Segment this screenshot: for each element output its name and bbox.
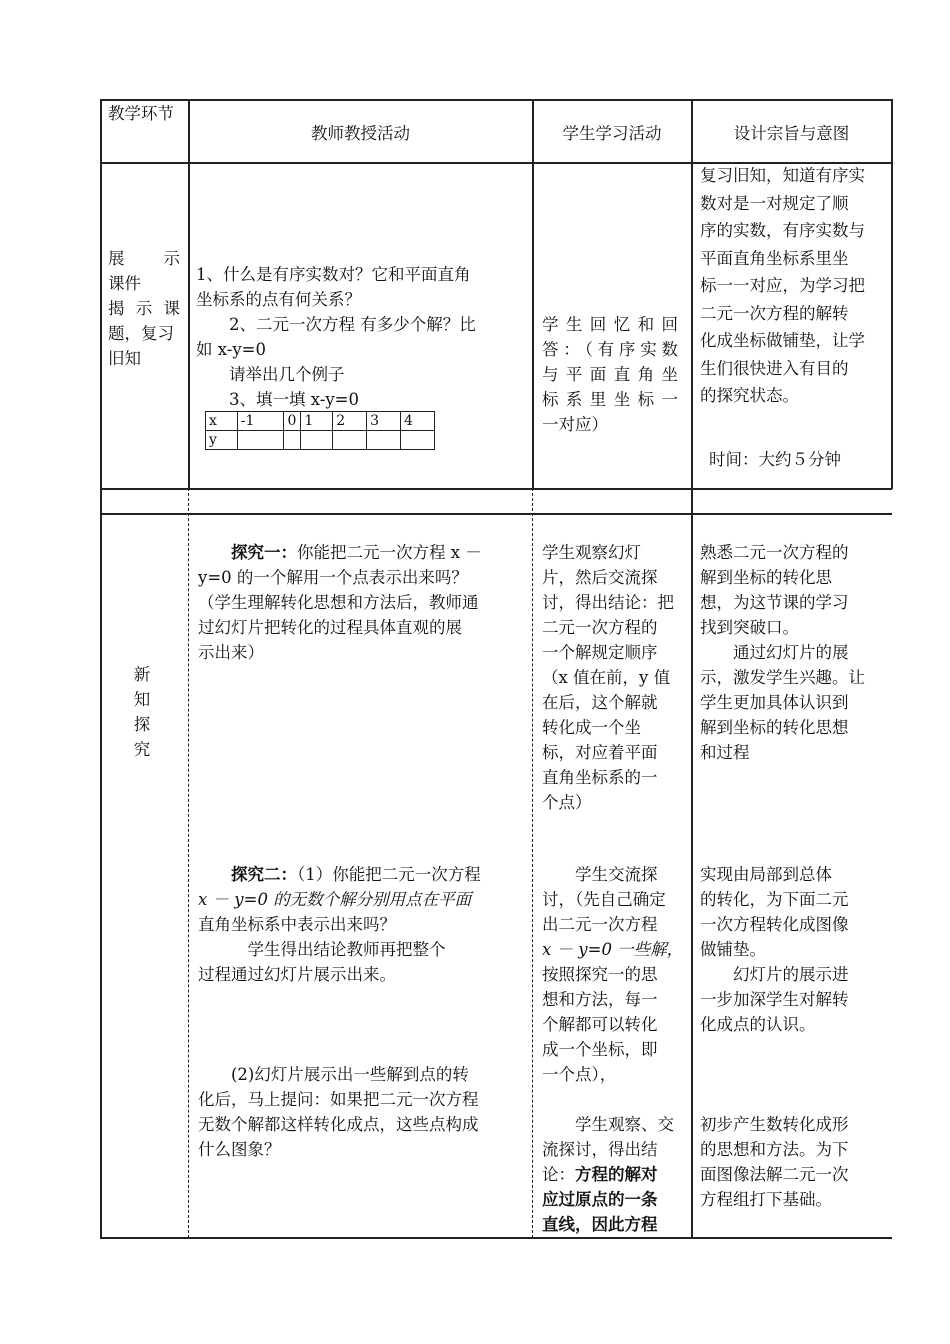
explore2-line: （1）你能把二元一次方程: [297, 865, 481, 884]
intent2-line: 一步加深学生对解转: [700, 990, 849, 1009]
dashed-line-row1-bottom: [189, 488, 532, 489]
student2-line: 出二元一次方程: [542, 915, 658, 934]
dashed-line-row2-top: [189, 513, 532, 514]
table-border-bottom: [100, 1237, 892, 1239]
student3-text: [542, 1112, 684, 1237]
row1-student: [542, 312, 678, 437]
intent3-line: 的思想和方法。为下: [700, 1140, 849, 1159]
table-cell: [367, 431, 401, 450]
table-cell: 3: [367, 412, 401, 431]
row1-student-line: 与平面直角坐: [542, 365, 678, 384]
explore1-line: 你能把二元一次方程 x －: [297, 543, 482, 562]
intent1-line: 和过程: [700, 743, 750, 762]
intent1-text: [700, 540, 884, 765]
student3-line-with-bold: [542, 1162, 684, 1187]
student2-line: 讨，（先自己确定: [542, 890, 666, 909]
student1-line: 在后，这个解就: [542, 693, 658, 712]
intent1-line: 学生更加具体认识到: [700, 693, 849, 712]
explore2-text: [198, 862, 524, 987]
row1-student-line: 学生回忆和回: [542, 315, 678, 334]
table-cell: y: [206, 431, 238, 450]
row1-teacher-line: 2、二元一次方程 有多少个解？比: [196, 315, 476, 334]
intent3-text: [700, 1112, 884, 1212]
student3-line: 流探讨，得出结: [542, 1140, 658, 1159]
student3-bold-tail: 方程的解对: [575, 1165, 658, 1184]
row1-stage: [108, 246, 180, 371]
student1-line: 一个解规定顺序: [542, 643, 658, 662]
student1-line: 转化成一个坐: [542, 718, 641, 737]
explore2b-line: (2)幻灯片展示出一些解到点的转: [198, 1065, 469, 1084]
table-cell: -1: [237, 412, 284, 431]
header-student: 学生学习活动: [562, 124, 662, 143]
row1-stage-line: 揭示课: [108, 299, 180, 318]
student2-line: 个解都可以转化: [542, 1015, 658, 1034]
table-border-left: [100, 99, 102, 1238]
student1-line: 直角坐标系的一: [542, 768, 658, 787]
intent1-line: 找到突破口。: [700, 618, 799, 637]
intent1-line: 想，为这节课的学习: [700, 593, 849, 612]
student3-bold-line: 直线，因此方程: [542, 1215, 658, 1234]
student2-line: 按照探究一的思: [542, 965, 658, 984]
header-teacher: 教师教授活动: [311, 124, 410, 143]
row2-stage-char: 探: [133, 715, 151, 734]
student2-line: 想和方法，每一: [542, 990, 658, 1009]
explore1-line: （学生理解转化思想和方法后，教师通: [198, 593, 479, 612]
row2-stage-char: 知: [133, 690, 151, 709]
row1-intent-line: 数对是一对规定了顺: [700, 193, 849, 213]
student1-line: 片，然后交流探: [542, 568, 658, 587]
row2-stage: [130, 662, 154, 762]
intent2-line: 实现由局部到总体: [700, 865, 832, 884]
table-cell: 2: [333, 412, 367, 431]
student3-line: 论：: [542, 1165, 575, 1184]
explore2-line: x － y=0 的无数个解分别用点在平面: [198, 890, 472, 909]
table-col-divider-2: [532, 99, 534, 489]
explore2b-line: 无数个解都这样转化成点，这些点构成: [198, 1115, 479, 1134]
dashed-col-divider-1: [188, 488, 189, 1238]
explore2-line: 学生得出结论教师再把整个: [198, 940, 446, 959]
table-cell: 1: [301, 412, 333, 431]
fill-in-table-row-y: [206, 431, 435, 450]
student2-line: 学生交流探: [542, 865, 658, 884]
table-cell: [333, 431, 367, 450]
explore2b-line: 什么图象？: [198, 1140, 281, 1159]
explore2-line: 过程通过幻灯片展示出来。: [198, 965, 396, 984]
student2-line: 一个点），: [542, 1065, 617, 1084]
row1-intent-line: 化成坐标做铺垫，让学: [700, 331, 865, 350]
intent3-line: 面图像法解二元一次: [700, 1165, 849, 1184]
row1-intent-line: 标一一对应，为学习把: [700, 276, 865, 295]
row1-intent-line: 二元一次方程的解转: [700, 303, 849, 323]
table-border-right: [891, 99, 893, 489]
intent3-line: 方程组打下基础。: [700, 1190, 832, 1209]
row1-time: 时间：大约５分钟: [709, 450, 841, 469]
explore2-first-line: [198, 862, 524, 887]
student1-line: 二元一次方程的: [542, 618, 658, 637]
row1-student-line: 答：（有序实数: [542, 340, 678, 359]
table-cell: [301, 431, 333, 450]
explore1-label: 探究一：: [231, 543, 297, 562]
row2-stage-char: 究: [133, 740, 151, 759]
row1-intent-line: 平面直角坐标系里坐: [700, 248, 849, 268]
explore1-first-line: [198, 540, 524, 565]
dashed-col-divider-2: [532, 488, 533, 1238]
row1-teacher-line: 如 x-y=0: [196, 340, 266, 359]
intent1-line: 通过幻灯片的展: [700, 643, 849, 662]
student2-text: [542, 862, 684, 1087]
row1-stage-line: 题，复习: [108, 324, 174, 343]
row1-teacher: [196, 262, 526, 412]
intent1-line: 示，激发学生兴趣。让: [700, 668, 865, 687]
table-cell: x: [206, 412, 238, 431]
table-cell: 0: [284, 412, 301, 431]
explore1-line: 示出来）: [198, 643, 264, 662]
intent3-line: 初步产生数转化成形: [700, 1115, 849, 1134]
row1-student-line: 一对应）: [542, 415, 608, 434]
explore2-label: 探究二：: [231, 865, 297, 884]
explore2b-line: 化后，马上提问：如果把二元一次方程: [198, 1090, 479, 1109]
intent2-line: 幻灯片的展示进: [700, 965, 849, 984]
row1-intent-line: 生们很快进入有目的: [700, 358, 849, 378]
student2-line: x － y=0 一些解，: [542, 940, 684, 959]
intent1-line: 解到坐标的转化思想: [700, 718, 849, 737]
row1-student-line: 标系里坐标一: [542, 390, 678, 409]
header-stage: 教学环节: [108, 104, 174, 123]
row1-teacher-line: 3、填一填 x-y=0: [196, 390, 359, 409]
row2-stage-char: 新: [133, 665, 151, 684]
table-col-divider-3: [691, 99, 693, 1238]
explore1-text: [198, 540, 524, 665]
table-col-divider-1: [188, 99, 190, 489]
intent2-line: 做铺垫。: [700, 940, 766, 959]
intent2-line: 一次方程转化成图像: [700, 915, 849, 934]
row1-teacher-line: 请举出几个例子: [196, 365, 345, 384]
row1-intent: [700, 162, 884, 410]
fill-in-table: [205, 411, 435, 450]
explore2b-text: [198, 1062, 524, 1162]
intent2-line: 的转化，为下面二元: [700, 890, 849, 909]
row1-stage-line: 课件: [108, 274, 141, 293]
row1-teacher-line: 坐标系的点有何关系？: [196, 290, 361, 309]
student1-line: （x 值在前，y 值: [542, 668, 671, 687]
explore1-line: y=0 的一个解用一个点表示出来吗？: [198, 568, 468, 587]
table-cell: [401, 431, 435, 450]
intent2-text: [700, 862, 884, 1037]
row1-teacher-line: 1、什么是有序实数对？它和平面直角: [196, 265, 471, 284]
table-cell: 4: [401, 412, 435, 431]
table-border-top: [100, 99, 892, 101]
row1-stage-line: 展 示: [108, 249, 180, 268]
table-cell: [284, 431, 301, 450]
intent1-line: 熟悉二元一次方程的: [700, 543, 849, 562]
fill-in-table-row-x: [206, 412, 435, 431]
explore1-line: 过幻灯片把转化的过程具体直观的展: [198, 618, 462, 637]
student2-line: 成一个坐标，即: [542, 1040, 658, 1059]
intent1-line: 解到坐标的转化思: [700, 568, 832, 587]
student1-text: [542, 540, 684, 815]
header-intent: 设计宗旨与意图: [733, 124, 850, 143]
student3-bold-line: 应过原点的一条: [542, 1190, 658, 1209]
row1-intent-line: 的探究状态。: [700, 386, 799, 405]
explore2-line: 直角坐标系中表示出来吗？: [198, 915, 396, 934]
student1-line: 学生观察幻灯: [542, 543, 641, 562]
student3-line: 学生观察、交: [542, 1115, 674, 1134]
student1-line: 个点）: [542, 793, 592, 812]
student1-line: 标，对应着平面: [542, 743, 658, 762]
table-cell: [237, 431, 284, 450]
row1-intent-line: 复习旧知，知道有序实: [700, 166, 865, 185]
student1-line: 讨，得出结论：把: [542, 593, 674, 612]
intent2-line: 化成点的认识。: [700, 1015, 816, 1034]
row1-intent-line: 序的实数，有序实数与: [700, 221, 865, 240]
row1-stage-line: 旧知: [108, 349, 141, 368]
